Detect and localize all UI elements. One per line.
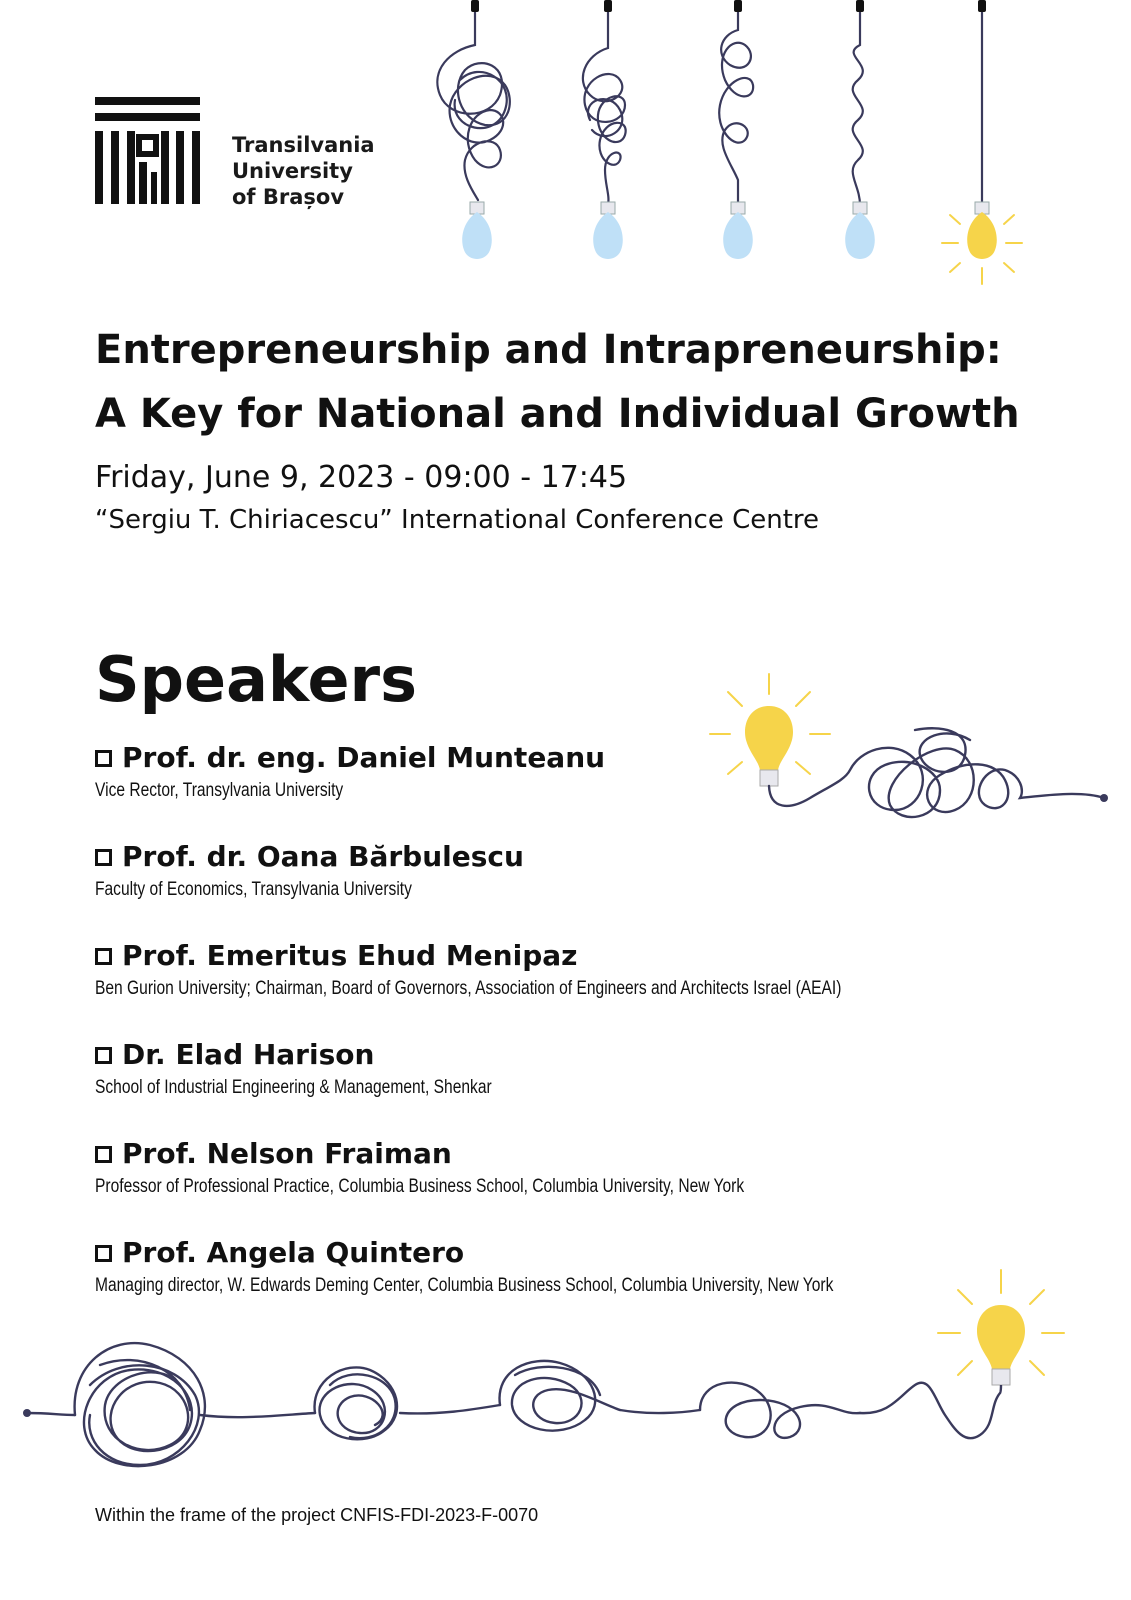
speaker-name: Prof. Nelson Fraiman — [122, 1137, 452, 1170]
speaker-affiliation: Professor of Professional Practice, Columbia Business School, Columbia University, New York — [95, 1176, 745, 1197]
light-bulb-icon — [700, 670, 1131, 840]
speaker-affiliation: Faculty of Economics, Transylvania University — [95, 879, 412, 900]
speakers-heading: Speakers — [95, 643, 418, 716]
bullet-square-icon — [95, 849, 112, 866]
bullet-square-icon — [95, 948, 112, 965]
title-line: A Key for National and Individual Growth — [95, 391, 1020, 437]
speaker-name: Prof. Angela Quintero — [122, 1236, 465, 1269]
light-bulb-icon — [462, 202, 492, 259]
title-line: Entrepreneurship and Intrapreneurship: — [95, 327, 1002, 373]
speaker-name: Prof. Emeritus Ehud Menipaz — [122, 939, 578, 972]
speaker-affiliation: Managing director, W. Edwards Deming Center, Columbia Business School, Columbia University, New York — [95, 1275, 834, 1296]
event-date: Friday, June 9, 2023 - 09:00 - 17:45 — [95, 460, 628, 495]
bullet-square-icon — [95, 750, 112, 767]
university-name-line: University — [232, 159, 353, 183]
speaker-item — [95, 1136, 995, 1235]
speaker-name: Dr. Elad Harison — [122, 1038, 375, 1071]
speaker-name: Prof. dr. eng. Daniel Munteanu — [122, 741, 606, 774]
speaker-affiliation: Vice Rector, Transylvania University — [95, 780, 344, 801]
bullet-square-icon — [95, 1047, 112, 1064]
bullet-square-icon — [95, 1245, 112, 1262]
speaker-affiliation: School of Industrial Engineering & Management, Shenkar — [95, 1077, 492, 1098]
university-name — [232, 132, 412, 210]
speaker-name: Prof. dr. Oana Bărbulescu — [122, 840, 524, 873]
speaker-item — [95, 839, 995, 938]
hanging-bulbs-illustration — [420, 0, 1060, 300]
page-title — [95, 318, 1085, 446]
university-logo-icon — [95, 97, 200, 204]
bullet-square-icon — [95, 1146, 112, 1163]
university-name-line: Transilvania — [232, 133, 375, 157]
speaker-item — [95, 938, 995, 1037]
project-footnote: Within the frame of the project CNFIS-FDI-2023-F-0070 — [95, 1505, 539, 1525]
speaker-item — [95, 1037, 995, 1136]
event-venue: “Sergiu T. Chiriacescu” International Conference Centre — [95, 505, 820, 535]
speaker-affiliation: Ben Gurion University; Chairman, Board of Governors, Association of Engineers and Architects Israel (AEAI) — [95, 978, 842, 999]
university-name-line: of Brașov — [232, 185, 345, 209]
tangled-wire-icon — [0, 1265, 1131, 1495]
